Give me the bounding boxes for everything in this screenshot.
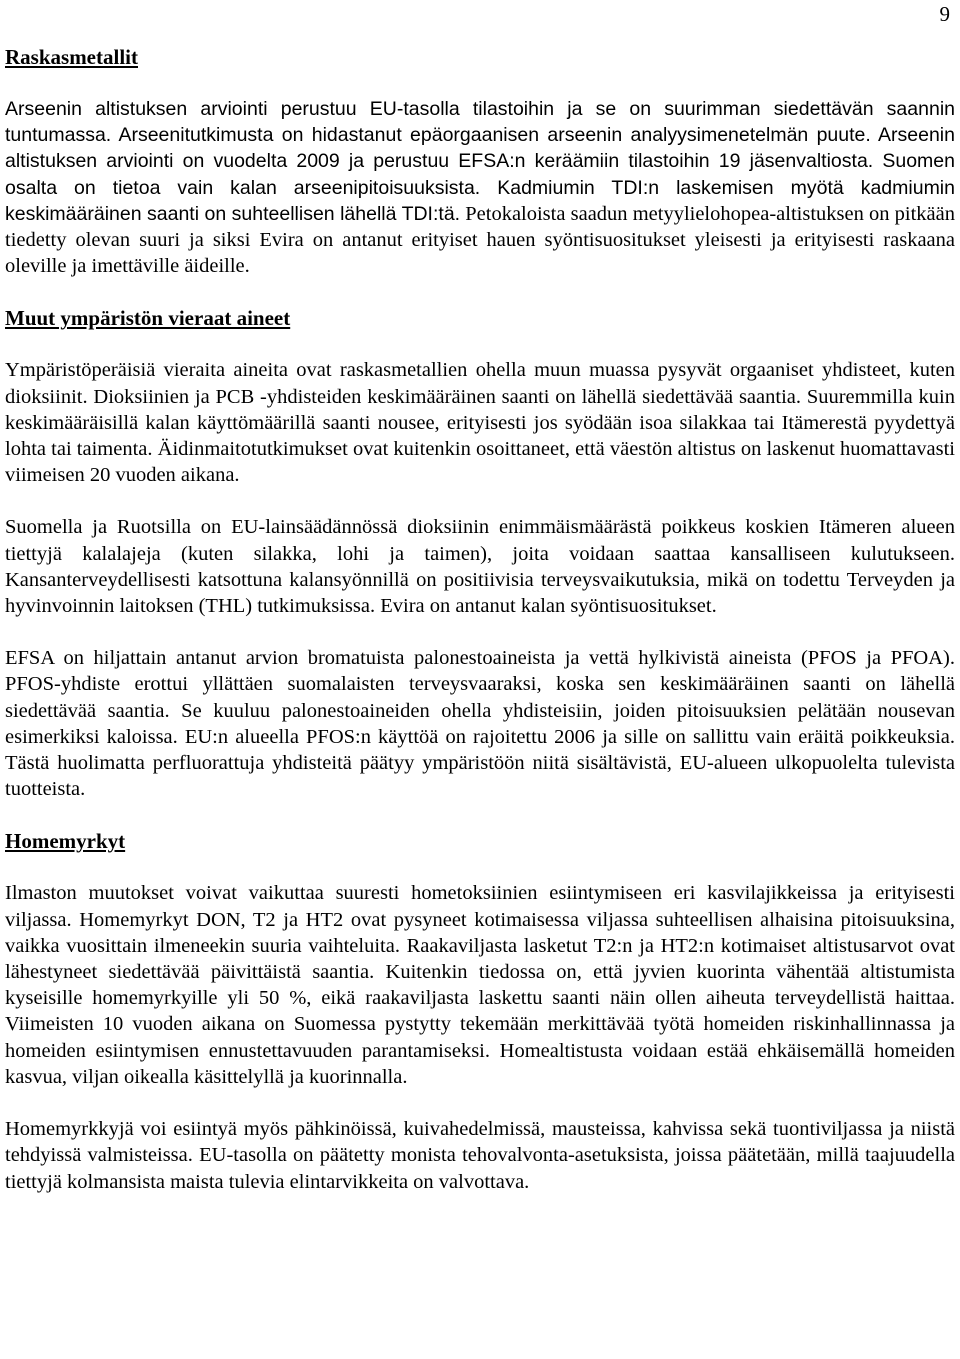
page-number: 9	[939, 2, 950, 26]
paragraph-other-contaminants-1: Ympäristöperäisiä vieraita aineita ovat raskasmetallien ohella muun muassa pysyvät orgaaniset yhdisteet, kuten dioksiinit. Dioksiinien ja PCB -yhdisteiden keskimääräinen saanti on lähellä siedettävää saantia. Suuremmilla kuin keskimääräisillä kalan käyttömäärillä saanti nousee, erityisesti jos syödään isoa silakkaa tai Itämerestä pyydettyä lohta tai taimenta. Äidinmaitotutkimukset ovat kuitenkin osoittaneet, että väestön altistus on laskenut huomattavasti viimeisen 20 vuoden aikana.	[5, 359, 955, 487]
heading-moulds: Homemyrkyt	[5, 829, 126, 854]
paragraph-other-contaminants-2: Suomella ja Ruotsilla on EU-lainsäädännössä dioksiinin enimmäismäärästä poikkeus koskien Itämeren alueen tiettyjä kalalajeja (kuten silakka, lohi ja taimen), joita voidaan saattaa kansalliseen kulutukseen. Kansanterveydellisesti katsottuna kalansyönnillä on positiivisia terveysvaikutuksia, mikä on todettu Terveyden ja hyvinvoinnin laitoksen (THL) tutkimuksissa. Evira on antanut kalan syöntisuositukset.	[5, 516, 955, 618]
paragraph-heavy-metals	[5, 96, 955, 279]
section-moulds	[5, 828, 955, 1194]
heading-heavy-metals: Raskasmetallit	[5, 45, 138, 69]
heading-other-contaminants: Muut ympäristön vieraat aineet	[5, 306, 291, 331]
section-other-contaminants	[5, 305, 955, 802]
paragraph-moulds-2: Homemyrkkyjä voi esiintyä myös pähkinöissä, kuivahedelmissä, mausteissa, kahvissa sekä tuontiviljassa ja niistä tehdyissä valmisteissa. EU-tasolla on päätetty monista tehovalvonta-asetuksista, joissa päätetään, millä taajuudella tiettyjä kolmansista maista tulevia elintarvikkeita on valvottava.	[5, 1118, 955, 1193]
section-heavy-metals	[5, 44, 955, 279]
paragraph-other-contaminants-3: EFSA on hiljattain antanut arvion bromatuista palonestoaineista ja vettä hylkivistä aineista (PFOS ja PFOA). PFOS-yhdiste erottui yllättäen suomalaisten terveysvaaraksi, koska sen keskimääräinen saanti on lähellä siedettävää saantia. Se kuuluu palonestoaineiden ohella yhdisteisiin, joiden pitoisuuksien pelätään nousevan esimerkiksi kaloissa. EU:n alueella PFOS:n käyttöä on rajoitettu 2006 ja sille on sallittu vain eräitä poikkeuksia. Tästä huolimatta perfluorattuja yhdisteitä päätyy ympäristöön niitä sisältävistä, EU-alueen ulkopuolelta tulevista tuotteista.	[5, 647, 955, 801]
paragraph-heavy-metals-part1: Arseenin altistuksen arviointi perustuu EU-tasolla tilastoihin ja se on suurimman siedettävän saannin tuntumassa. Arseenitutkimusta on hidastanut epäorgaanisen arseenin analyysimenetelmän puute. Arseenin altistuksen arviointi on vuodelta 2009 ja perustuu EFSA:n keräämiin tilastoihin 19 jäsenvaltiosta. Suomen osalta on tietoa vain kalan arseenipitoisuuksista. Kadmiumin TDI:n laskemisen myötä kadmiumin keskimääräinen saanti on suhteellisen lähellä TDI:tä.	[5, 98, 955, 225]
document-body	[5, 44, 955, 1195]
paragraph-moulds-1: Ilmaston muutokset voivat vaikuttaa suuresti hometoksiinien esiintymiseen eri kasvilajikkeissa ja erityisesti viljassa. Homemyrkyt DON, T2 ja HT2 ovat pysyneet kotimaisessa viljassa suhteellisen alhaisina pitoisuuksina, vaikka vuosittain ilmeneekin suuria vaihteluita. Raakaviljasta lasketut T2:n ja HT2:n kotimaiset altistusarvot ovat lähestyneet siedettävää päivittäistä saantia. Kuitenkin tiedossa on, että jyvien kuorinta vähentää altistumista kyseisille homemyrkyille yli 50 %, eikä raakaviljasta laskettu saanti näin ollen aiheuta terveydellistä haittaa. Viimeisten 10 vuoden aikana on Suomessa pystytty tekemään merkittävää työtä homeiden riskinhallinnassa ja homeiden esiintymisen ennustettavuuden parantamiseksi. Homealtistusta voidaan estää ehkäisemällä homeiden kasvua, viljan oikealla käsittelyllä ja kuorinnalla.	[5, 882, 955, 1088]
paragraph-heavy-metals-part2: Petokaloista saadun metyylielohopea-altistuksen on pitkään tiedetty olevan suuri ja siksi Evira on antanut erityiset hauen syöntisuositukset yleisesti ja erityisesti raskaana oleville ja imettäville äideille.	[5, 202, 956, 278]
